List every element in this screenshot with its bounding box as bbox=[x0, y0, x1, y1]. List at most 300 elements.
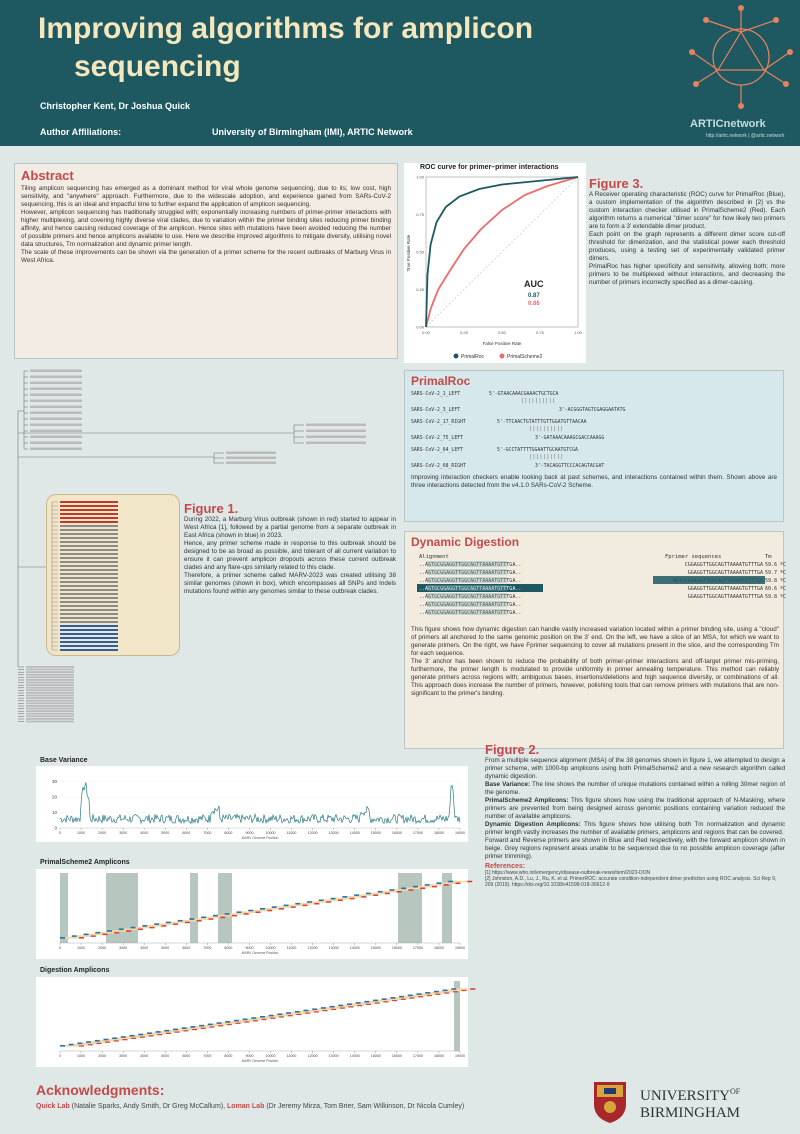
auc-label: AUC bbox=[524, 279, 544, 289]
x-tick: 3000 bbox=[119, 831, 128, 835]
forward-primer bbox=[190, 1026, 195, 1028]
x-tick: 5000 bbox=[161, 831, 170, 835]
reverse-primer bbox=[79, 937, 84, 939]
tree-tip-label bbox=[26, 697, 74, 699]
forward-primer bbox=[201, 917, 206, 919]
amplicon bbox=[253, 910, 267, 912]
reverse-primer bbox=[267, 910, 272, 912]
forward-primer bbox=[138, 1034, 143, 1036]
forward-primer bbox=[295, 903, 300, 905]
amplicon bbox=[77, 935, 91, 937]
tree-tip-label bbox=[26, 721, 74, 723]
forward-primer bbox=[272, 906, 277, 908]
primer-sequence: 3'-GATAAACAAAGCGACCAAAGG bbox=[535, 435, 605, 441]
digestion-svg bbox=[36, 977, 468, 1067]
outbreak-genome-label bbox=[60, 557, 118, 559]
primer-row bbox=[411, 444, 777, 456]
reverse-primer bbox=[161, 925, 166, 927]
reverse-primer bbox=[173, 923, 178, 925]
outbreak-genome-label bbox=[60, 553, 118, 555]
forward-primer bbox=[413, 886, 418, 888]
reverse-primer bbox=[303, 905, 308, 907]
forward-primer bbox=[103, 1039, 108, 1041]
figure3-caption bbox=[589, 176, 785, 287]
outbreak-genome-label bbox=[60, 545, 118, 547]
auc-primalscheme: 0.86 bbox=[528, 301, 540, 307]
outbreak-genome-label bbox=[60, 645, 118, 647]
forward-primer bbox=[382, 998, 387, 1000]
forward-primer bbox=[303, 1010, 308, 1012]
msa-row: ..AGTGCGGAGGTTGGCAGTTAAAATGTTTGA.. bbox=[419, 578, 522, 584]
forward-primer bbox=[251, 1017, 256, 1019]
affiliations-label: Author Affiliations: bbox=[40, 127, 122, 137]
primer-name: SARS-CoV-2_1_LEFT bbox=[411, 391, 461, 397]
outbreak-genome-label bbox=[60, 617, 118, 619]
affiliations-value: University of Birmingham (IMI), ARTIC Network bbox=[212, 127, 413, 137]
forward-primer bbox=[312, 1008, 317, 1010]
tree-tip-label bbox=[30, 448, 82, 451]
tree-tip-label bbox=[30, 400, 82, 403]
forward-primer bbox=[331, 898, 336, 900]
auc-primalroc: 0.87 bbox=[528, 293, 540, 299]
forward-primer bbox=[213, 915, 218, 917]
x-tick: 3000 bbox=[119, 946, 128, 950]
dynamic-p2: The 3' anchor has been shown to reduce the probability of both primer-primer interactions and off-target primer mis-priming, furthermore, the primer length is modulated to provide uniformity in primer annealing temperature. This method can reliably generate primers across regions with; ambiguous bases, insertions/deletions and high sequence diversity, or combinations of all. This approach does increase the number of primers, however, polishing tools that can remove primers with mutations that are non-significant to the primer's binding. bbox=[411, 658, 779, 697]
tree-tip-label bbox=[30, 424, 82, 427]
figure2-label: Figure 2. bbox=[485, 742, 540, 757]
forward-primer bbox=[425, 884, 430, 886]
tree-tip-label bbox=[26, 669, 74, 671]
reverse-primer bbox=[385, 893, 390, 895]
outbreak-genome-label bbox=[60, 613, 118, 615]
title-line-2: sequencing bbox=[74, 50, 241, 83]
forward-primer bbox=[225, 1021, 230, 1023]
forward-primer bbox=[408, 995, 413, 997]
outbreak-genome-label bbox=[60, 641, 118, 643]
forward-primer bbox=[217, 1022, 222, 1024]
forward-primer bbox=[225, 913, 230, 915]
forward-primer bbox=[142, 925, 147, 927]
outbreak-genome-label bbox=[60, 581, 118, 583]
roc-xtick: 0.75 bbox=[536, 330, 544, 335]
x-tick: 11000 bbox=[286, 831, 297, 835]
forward-primer bbox=[434, 991, 439, 993]
base-variance-svg bbox=[36, 766, 468, 842]
abstract-panel bbox=[14, 163, 398, 359]
forward-primer bbox=[69, 1044, 74, 1046]
fprimer-tm: 59.8 ºC bbox=[765, 594, 787, 600]
figure3-p1: A Receiver operating characteristic (ROC) curve for PrimalRoc (Blue), a custom implementation of the algorithm described in [2] vs the custom interaction checker utilised in PrimalScheme2 (Red). Each algorithm returns a numerical "dimer score" for how likely two primers are to form a 3' extendable dimer product. bbox=[589, 191, 785, 230]
tree-tip-label bbox=[30, 388, 82, 391]
msa-row: ..AGTGCGGAGGTTGGCAGTTAAAATGTTTGA.. bbox=[419, 562, 522, 568]
primalscheme2-title: PrimalScheme2 Amplicons bbox=[40, 859, 130, 866]
y-tick: 0 bbox=[54, 825, 57, 831]
outbreak-genome-label bbox=[60, 601, 118, 603]
fprimer-tm: 59.6 ºC bbox=[765, 562, 787, 568]
university-name bbox=[640, 1083, 740, 1122]
reverse-primer bbox=[244, 913, 249, 915]
x-tick: 6000 bbox=[182, 946, 191, 950]
tree-tip-label bbox=[226, 462, 276, 465]
tree-tip-label bbox=[26, 682, 74, 684]
x-tick: 11000 bbox=[286, 1054, 297, 1058]
forward-primer bbox=[60, 937, 65, 939]
outbreak-genome-label bbox=[60, 609, 118, 611]
forward-primer bbox=[443, 990, 448, 992]
forward-primer bbox=[208, 1024, 213, 1026]
forward-primer bbox=[269, 1015, 274, 1017]
col-alignment: Alignment bbox=[419, 554, 449, 560]
tree-tip-label bbox=[26, 718, 74, 720]
x-tick: 13000 bbox=[328, 1054, 339, 1058]
amplicon bbox=[441, 882, 455, 884]
amplicon bbox=[218, 915, 232, 917]
tree-tip-label bbox=[30, 418, 82, 421]
tree-tip-label bbox=[30, 382, 82, 385]
ack-lab2-people: (Dr Jeremy Mirza, Tom Brier, Sam Wilkinson, Dr Nicola Cumley) bbox=[266, 1103, 465, 1110]
outbreak-genome-label bbox=[60, 569, 118, 571]
roc-ylabel: True Positive Rate bbox=[406, 234, 411, 272]
outbreak-genome-label bbox=[60, 533, 118, 535]
outbreak-genome-label bbox=[60, 537, 118, 539]
uncovered-region bbox=[398, 873, 422, 943]
x-tick: 16000 bbox=[391, 831, 402, 835]
roc-ytick: 1.00 bbox=[416, 174, 424, 180]
fprimer-tm: 59.8 ºC bbox=[765, 578, 787, 584]
amplicon bbox=[100, 932, 114, 934]
x-tick: 0 bbox=[59, 1054, 61, 1058]
x-tick: 5000 bbox=[161, 1054, 170, 1058]
amplicon bbox=[136, 927, 150, 929]
x-tick: 12000 bbox=[307, 1054, 318, 1058]
x-tick: 15000 bbox=[370, 831, 381, 835]
outbreak-genome-label bbox=[60, 593, 118, 595]
x-tick: 16000 bbox=[391, 946, 402, 950]
x-tick: 11000 bbox=[286, 946, 297, 950]
uncovered-region bbox=[218, 873, 232, 943]
figure2-p2-head: Base Variance: bbox=[485, 781, 531, 788]
outbreak-genome-label bbox=[60, 521, 118, 523]
outbreak-genome-label bbox=[60, 513, 118, 515]
figure2-caption bbox=[485, 742, 785, 888]
amplicon bbox=[418, 886, 432, 888]
forward-primer bbox=[401, 888, 406, 890]
primer-row bbox=[411, 388, 777, 400]
reverse-primer bbox=[114, 932, 119, 934]
primer-name: SARS-CoV-2_17_RIGHT bbox=[411, 419, 466, 425]
msa-row: ..AGTGCGGAGGTTGGCAGTTAAAATGTTTGA.. bbox=[419, 602, 522, 608]
forward-primer bbox=[84, 934, 89, 936]
outbreak-genome-label bbox=[60, 541, 118, 543]
x-axis-label: MARV Genome Position bbox=[241, 836, 279, 840]
forward-primer bbox=[366, 893, 371, 895]
amplicon bbox=[371, 893, 385, 895]
y-tick: 20 bbox=[51, 794, 57, 800]
x-tick: 4000 bbox=[140, 946, 149, 950]
primer-sequence: 3'-ACGGGTAGTCGAGGAATATG bbox=[559, 407, 626, 413]
x-axis-label: MARV Genome Position bbox=[241, 951, 279, 955]
x-tick: 10000 bbox=[265, 831, 276, 835]
msa-row: ..AGTGCGGAGGTTGGCAGTTAAAATGTTTGA.. bbox=[419, 570, 522, 576]
amplicon bbox=[206, 917, 220, 919]
roc-chart-svg bbox=[404, 163, 586, 363]
outbreak-genome-label bbox=[60, 577, 118, 579]
reverse-primer bbox=[103, 934, 108, 936]
reverse-primer bbox=[197, 920, 202, 922]
legend-primalroc-swatch bbox=[454, 354, 459, 359]
outbreak-genome-label bbox=[60, 561, 118, 563]
outbreak-genome-label bbox=[60, 509, 118, 511]
x-tick: 4000 bbox=[140, 831, 149, 835]
primer-sequence: 5'-GTAACAAACGAAACTGCTGCA bbox=[489, 391, 559, 397]
msa-row: ..AGTGCGGAGGTTGGCAGTTAAAATGTTTGA.. bbox=[419, 594, 522, 600]
primer-name: SARS-CoV-2_68_RIGHT bbox=[411, 463, 466, 469]
reverse-primer bbox=[444, 884, 449, 886]
university-line1: UNIVERSITY bbox=[640, 1088, 730, 1104]
interaction-marks: |||||||||| bbox=[521, 399, 556, 404]
poster-title bbox=[38, 10, 638, 86]
col-tm: Tm bbox=[765, 554, 772, 560]
legend-primalroc: PrimalRoc bbox=[461, 354, 485, 360]
figure2-p2: The line shows the number of unique mutations contained within a rolling 30mer region of the genome. bbox=[485, 781, 786, 796]
amplicon bbox=[194, 918, 208, 920]
forward-primer bbox=[356, 1002, 361, 1004]
tree-tip-label bbox=[26, 674, 74, 676]
msa-shade bbox=[427, 561, 507, 567]
amplicon bbox=[147, 925, 161, 927]
forward-primer bbox=[342, 896, 347, 898]
uncovered-region bbox=[60, 873, 68, 943]
x-axis-label: MARV Genome Position bbox=[241, 1059, 279, 1063]
ack-lab2: Loman Lab bbox=[227, 1103, 265, 1110]
base-variance-line bbox=[60, 783, 460, 824]
authors: Christopher Kent, Dr Joshua Quick bbox=[40, 101, 191, 111]
tree-tip-label bbox=[306, 436, 366, 439]
reverse-primer bbox=[373, 894, 378, 896]
outbreak-genome-label bbox=[60, 529, 118, 531]
roc-ytick: 0.00 bbox=[416, 324, 424, 330]
figure1-label: Figure 1. bbox=[184, 501, 239, 516]
primer-sequence: 5'-TTCAACTGTATTTGTTGGATGTTAACAA bbox=[497, 419, 587, 425]
x-tick: 3000 bbox=[119, 1054, 128, 1058]
fprimer-seq: GGAGGTTGGCAGTTAAAATGTTTGA bbox=[687, 570, 763, 576]
forward-primer bbox=[72, 935, 77, 937]
x-tick: 13000 bbox=[328, 831, 339, 835]
x-tick: 7000 bbox=[203, 946, 212, 950]
amplicon bbox=[406, 888, 420, 890]
primer-name: SARS-CoV-2_64_LEFT bbox=[411, 447, 463, 453]
msa-shade bbox=[427, 609, 507, 615]
outbreak-genome-label bbox=[60, 589, 118, 591]
amplicon bbox=[112, 930, 126, 932]
x-tick: 12000 bbox=[307, 946, 318, 950]
tree-tip-label bbox=[26, 671, 74, 673]
acknowledgments-title: Acknowledgments: bbox=[36, 1082, 165, 1098]
outbreak-genome-label bbox=[60, 629, 118, 631]
x-tick: 18000 bbox=[433, 831, 444, 835]
tree-tip-label bbox=[30, 370, 82, 373]
primer-row bbox=[411, 416, 777, 428]
outbreak-genome-label bbox=[60, 549, 118, 551]
forward-primer bbox=[389, 889, 394, 891]
forward-primer bbox=[182, 1027, 187, 1029]
tree-tip-label bbox=[26, 684, 74, 686]
forward-primer bbox=[147, 1032, 152, 1034]
x-tick: 19000 bbox=[455, 1054, 465, 1058]
reverse-primer bbox=[420, 888, 425, 890]
figure2-p3: This figure shows how using the traditional approach of N-Masking, where primers are prevented from being designed across genomic positions containing variation reduced the number of available amplicons. bbox=[485, 797, 785, 820]
figure1-p1: During 2022, a Marburg Virus outbreak (shown in red) started to appear in West Africa [1], followed by a partial genome from a separate outbreak in East Africa (shown in blue) in 2023. bbox=[184, 516, 396, 539]
amplicon bbox=[359, 894, 373, 896]
figure2-p1: From a multiple sequence alignment (MSA) of the 38 genomes shown in figure 1, we attempted to design a primer scheme, with 1000-bp amplicons using both PrimalScheme2 and a new research algorithm called dynamic digestion. bbox=[485, 757, 785, 780]
forward-primer bbox=[199, 1025, 204, 1027]
outbreak-genome-label bbox=[60, 517, 118, 519]
forward-primer bbox=[119, 928, 124, 930]
roc-xtick: 1.00 bbox=[574, 330, 582, 335]
tree-tip-label bbox=[26, 695, 74, 697]
tree-tip-label bbox=[306, 430, 366, 433]
tree-tip-label bbox=[30, 394, 82, 397]
reverse-primer bbox=[220, 917, 225, 919]
forward-primer bbox=[321, 1007, 326, 1009]
forward-primer bbox=[95, 1040, 100, 1042]
x-tick: 6000 bbox=[182, 831, 191, 835]
primalroc-caption: Improving interaction checkers enable looking back at past schemes, and interactions contained within them. Shown above are three interactions detected from the v4.1.0 SARs-CoV-2 Scheme. bbox=[411, 474, 777, 489]
base-variance-chart bbox=[36, 766, 468, 842]
reverse-primer bbox=[232, 915, 237, 917]
tree-tip-label bbox=[26, 715, 74, 717]
amplicon bbox=[336, 898, 350, 900]
x-tick: 9000 bbox=[245, 1054, 254, 1058]
x-tick: 19000 bbox=[455, 946, 465, 950]
amplicon bbox=[324, 899, 338, 901]
figure2-p3-head: PrimalScheme2 Amplicons: bbox=[485, 797, 569, 804]
figure3-p2: Each point on the graph represents a different dimer score cut-off threshold for dimerization, and the statistical power each threshold produces, using a testing set of experimentally validated primer dimers. bbox=[589, 231, 785, 262]
forward-primer bbox=[307, 901, 312, 903]
forward-primer bbox=[112, 1037, 117, 1039]
forward-primer bbox=[178, 920, 183, 922]
x-tick: 5000 bbox=[161, 946, 170, 950]
msa-row: ..AGTGCGGAGGTTGGCAGTTAAAATGTTTGA.. bbox=[419, 586, 522, 592]
ack-lab1-people: (Natalie Sparks, Andy Smith, Dr Greg McCallum), bbox=[71, 1103, 226, 1110]
primer-row bbox=[411, 404, 777, 416]
tree-tip-label bbox=[26, 687, 74, 689]
x-tick: 17000 bbox=[412, 946, 423, 950]
artic-logo-text: ARTICnetwork bbox=[690, 118, 766, 130]
tree-tip-label bbox=[26, 708, 74, 710]
forward-primer bbox=[107, 930, 112, 932]
amplicon bbox=[171, 922, 185, 924]
tree-tip-label bbox=[30, 430, 82, 433]
amplicon bbox=[230, 913, 244, 915]
artic-url: http://artic.network | @artic.network bbox=[706, 133, 785, 139]
figure1-p3: Therefore, a primer scheme called MARV-2023 was created utilising 38 similar genomes (shown in box), which encompasses all SNPs and Indels mutations found within any genomes similar to these outbreak clades. bbox=[184, 572, 396, 595]
forward-primer bbox=[286, 1012, 291, 1014]
tree-tip-label bbox=[26, 676, 74, 678]
primer-row bbox=[411, 432, 777, 444]
abstract-p1: Tiling amplicon sequencing has emerged as a dominant method for viral whole genome sequencing, due to its; low cost, high sensitivity, and "anywhere" approach. Furthermore, due to the widescale adoption, and experience gained from SARs-CoV-2 sequencing, this is an ideal and impactful time to further expand the application of amplicon sequencing. bbox=[21, 185, 391, 208]
reverse-primer bbox=[361, 896, 366, 898]
interaction-marks: |||||||||| bbox=[529, 427, 564, 432]
forward-primer bbox=[189, 918, 194, 920]
roc-xtick: 0.00 bbox=[422, 330, 430, 335]
forward-primer bbox=[436, 882, 441, 884]
reverse-primer bbox=[291, 906, 296, 908]
tree-tip-label bbox=[26, 713, 74, 715]
x-tick: 8000 bbox=[224, 946, 233, 950]
amplicon bbox=[347, 896, 361, 898]
university-line2: BIRMINGHAM bbox=[640, 1105, 741, 1121]
primer-row bbox=[411, 460, 777, 472]
fprimer-seq: GGAGGTTGGCAGTTAAAATGTTTGA bbox=[687, 594, 763, 600]
forward-primer bbox=[295, 1011, 300, 1013]
tree-tip-label bbox=[30, 406, 82, 409]
x-tick: 17000 bbox=[412, 1054, 423, 1058]
x-tick: 10000 bbox=[265, 1054, 276, 1058]
dynamic-title: Dynamic Digestion bbox=[411, 535, 520, 549]
tree-tip-label bbox=[30, 436, 82, 439]
amplicon bbox=[430, 884, 444, 886]
roc-chart bbox=[404, 163, 586, 363]
x-tick: 0 bbox=[59, 831, 61, 835]
reference-1[interactable]: [1] https://www.who.int/emergency/disease-outbreak-news/item/2023-DON bbox=[485, 870, 651, 876]
roc-ytick: 0.25 bbox=[416, 287, 424, 292]
amplicon bbox=[289, 905, 303, 907]
col-fprimer: Fprimer sequences bbox=[665, 554, 722, 560]
x-tick: 15000 bbox=[370, 1054, 381, 1058]
amplicon bbox=[65, 937, 79, 939]
primer-name: SARS-CoV-2_3_LEFT bbox=[411, 407, 461, 413]
roc-ytick: 0.50 bbox=[416, 249, 424, 255]
amplicon bbox=[241, 911, 255, 913]
abstract-p2: However, amplicon sequencing has traditionally struggled with; exponentially increasing numbers of primer-primer interactions with higher multiplexing, and covering highly diverse viral clades, due to variation within the primer binding sites reducing primer binding affinity, and hence causing reduced coverage of the amplicon. Hence sites with mutations have been avoided reducing the number of possible primers and hence amplicons available to use. Here we describe improved algorithms to mitigate diversity, utilising novel data structures, Tm normalization and dynamic primer length. bbox=[21, 209, 391, 248]
outbreak-genome-label bbox=[60, 649, 118, 651]
forward-primer bbox=[164, 1030, 169, 1032]
forward-primer bbox=[260, 1016, 265, 1018]
forward-primer bbox=[95, 932, 100, 934]
outbreak-genome-label bbox=[60, 573, 118, 575]
roc-xlabel: False Positive Rate bbox=[482, 341, 522, 346]
x-tick: 16000 bbox=[391, 1054, 402, 1058]
tree-tip-label bbox=[26, 679, 74, 681]
forward-primer bbox=[448, 881, 453, 883]
outbreak-genome-label bbox=[60, 621, 118, 623]
amplicon bbox=[453, 881, 467, 883]
reverse-primer bbox=[150, 927, 155, 929]
tree-tip-label bbox=[306, 424, 366, 427]
forward-primer bbox=[154, 923, 159, 925]
x-tick: 14000 bbox=[349, 946, 360, 950]
reference-2[interactable]: [2] Johnston, A.D., Lu, J., Ru, K. et al. PrimerROC: accurate condition-independent dimer prediction using ROC analysis. Sci Rep 9, 209 (2019). https://doi.org/10.1038/s41598-018-36612-9 bbox=[485, 876, 777, 888]
forward-primer bbox=[277, 1013, 282, 1015]
tree-tip-label bbox=[226, 452, 276, 455]
forward-primer bbox=[260, 908, 265, 910]
reverse-primer bbox=[470, 988, 475, 990]
reverse-primer bbox=[455, 882, 460, 884]
primer-sequence: 3'-TACAGGTTCCCACAGTACGAT bbox=[535, 463, 605, 469]
forward-primer bbox=[234, 1020, 239, 1022]
fprimer-seq: CGGAGGTTGGCAGTTAAAATGTTTGA bbox=[684, 562, 763, 568]
x-tick: 17000 bbox=[412, 831, 423, 835]
forward-primer bbox=[60, 1045, 65, 1047]
forward-primer bbox=[166, 922, 171, 924]
forward-primer bbox=[121, 1036, 126, 1038]
tree-tip-label bbox=[26, 692, 74, 694]
outbreak-genome-label bbox=[60, 605, 118, 607]
forward-primer bbox=[131, 927, 136, 929]
tree-tip-label bbox=[26, 705, 74, 707]
reverse-primer bbox=[338, 899, 343, 901]
